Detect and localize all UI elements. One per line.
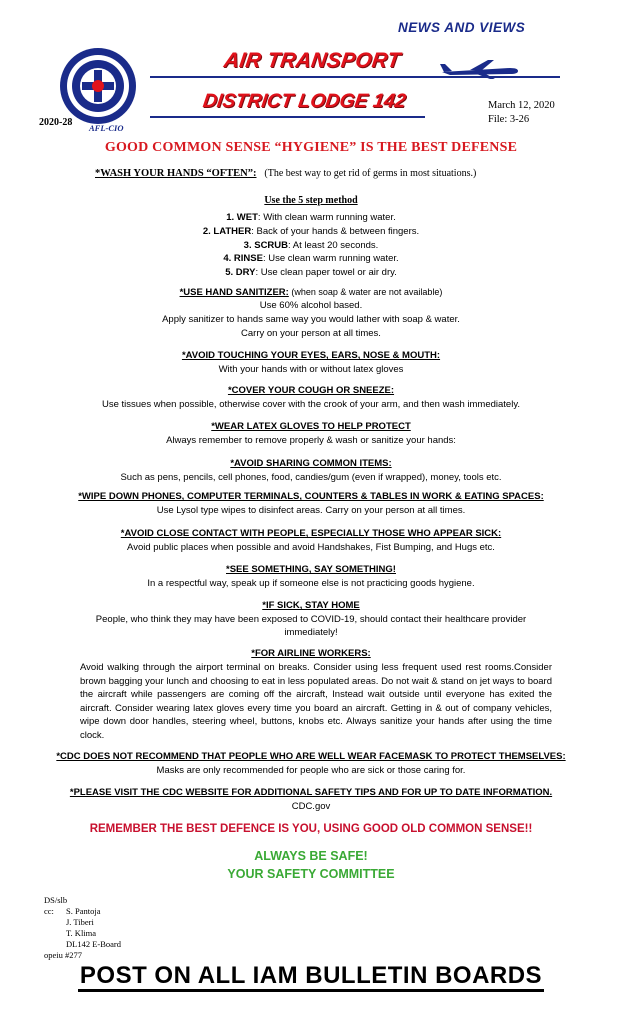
cdc-visit-heading: *PLEASE VISIT THE CDC WEBSITE FOR ADDITIONAL SAFETY TIPS AND FOR UP TO DATE INFORMATION. [69, 787, 553, 798]
section-heading-wipe: *WIPE DOWN PHONES, COMPUTER TERMINALS, COUNTERS & TABLES IN WORK & EATING SPACES: [78, 491, 544, 502]
cc-item: S. Pantoja [66, 906, 101, 916]
sanitizer-line: Apply sanitizer to hands same way you would lather with soap & water. [162, 314, 460, 325]
section-text: Use Lysol type wipes to disinfect areas. Carry on your person at all times. [156, 505, 466, 516]
always-be-safe: ALWAYS BE SAFE! [254, 849, 368, 863]
section-text: Always remember to remove properly & wash or sanitize your hands: [166, 435, 456, 446]
title-line-1: AIR TRANSPORT [222, 49, 402, 72]
section-text: Use tissues when possible, otherwise cover with the crook of your arm, and then wash immediately. [101, 399, 520, 410]
title-rule-2 [150, 116, 425, 118]
section-heading-see-say: *SEE SOMETHING, SAY SOMETHING! [226, 564, 396, 575]
section-text: With your hands with or without latex gloves [218, 364, 404, 375]
cc-item: J. Tiberi [66, 917, 94, 927]
cdc-site: CDC.gov [291, 801, 331, 812]
sanitizer-line: Carry on your person at all times. [241, 328, 381, 339]
cdc-line: Masks are only recommended for people who are sick or those caring for. [156, 765, 466, 776]
seal-label: AFL-CIO [89, 123, 124, 133]
wash-heading: *WASH YOUR HANDS “OFTEN”: [95, 168, 257, 179]
title-line-2: DISTRICT LODGE 142 [201, 90, 408, 112]
sanitizer-note: (when soap & water are not available) [288, 287, 443, 297]
airplane-icon [440, 58, 520, 80]
step-text: : Back of your hands & between fingers. [251, 226, 420, 237]
sanitizer-heading: *USE HAND SANITIZER: [179, 287, 289, 298]
safety-committee: YOUR SAFETY COMMITTEE [227, 867, 395, 881]
initials: DS/slb [44, 895, 68, 905]
news-and-views-label: NEWS AND VIEWS [398, 20, 526, 35]
step-text: : At least 20 seconds. [288, 240, 379, 251]
cdc-heading: *CDC DOES NOT RECOMMEND THAT PEOPLE WHO ARE WELL WEAR FACEMASK TO PROTECT THEMSELVES: [56, 751, 566, 762]
step-term: 5. DRY [225, 267, 256, 278]
sanitizer-heading-row [0, 286, 622, 299]
section-text: In a respectful way, speak up if someone else is not practicing goods hygiene. [147, 578, 475, 589]
step-1 [0, 212, 622, 224]
section-heading-sick: *IF SICK, STAY HOME [262, 600, 360, 611]
section-heading-airline: *FOR AIRLINE WORKERS: [251, 648, 371, 659]
cc-item: T. Klima [66, 928, 97, 938]
wash-hands-section [95, 168, 476, 179]
cc-label: cc: [44, 906, 54, 916]
step-5 [0, 267, 622, 279]
post-banner [0, 962, 622, 990]
step-text: : With clean warm running water. [257, 212, 396, 223]
file-number: File: 3-26 [488, 114, 530, 125]
section-heading-cough: *COVER YOUR COUGH OR SNEEZE: [227, 385, 395, 396]
step-term: 4. RINSE [223, 253, 263, 264]
cc-item: DL142 E-Board [66, 939, 122, 949]
wash-note: (The best way to get rid of germs in most situations.) [264, 168, 477, 179]
step-term: 3. SCRUB [243, 240, 289, 251]
section-heading-touching: *AVOID TOUCHING YOUR EYES, EARS, NOSE & MOUTH: [181, 350, 441, 361]
remember-line: REMEMBER THE BEST DEFENCE IS YOU, USING GOOD OLD COMMON SENSE!! [89, 823, 533, 835]
section-heading-sharing: *AVOID SHARING COMMON ITEMS: [230, 458, 392, 469]
union-code: opeiu #277 [44, 950, 83, 960]
post-banner-text: POST ON ALL IAM BULLETIN BOARDS [78, 962, 544, 992]
section-text: immediately! [284, 627, 338, 638]
sanitizer-line: Use 60% alcohol based. [259, 300, 363, 311]
airline-paragraph: Avoid walking through the airport terminal on breaks. Consider using less frequent used rest rooms.Consider brown bagging your lunch and choosing to eat in less populated areas. Do not wait & stand on jet ways to board the aircraft while passengers are coming off the aircraft, Instead wait outside until everyone has exited the aircraft. Consider wearing latex gloves every time you board an aircraft. Getting in & out of company vehicles, wipe down door handles, steering wheel, buttons, knobs etc. Always sanitize your hands after using the time clock. [80, 662, 552, 741]
section-heading-gloves: *WEAR LATEX GLOVES TO HELP PROTECT [211, 421, 411, 432]
step-3 [0, 240, 622, 252]
distribution-list [44, 895, 121, 961]
step-text: : Use clean paper towel or air dry. [255, 267, 397, 278]
step-term: 2. LATHER [202, 226, 252, 237]
section-text: Such as pens, pencils, cell phones, food, candies/gum (even if wrapped), money, tools etc. [120, 472, 502, 483]
section-text: Avoid public places when possible and avoid Handshakes, Fist Bumping, and Hugs etc. [127, 542, 495, 553]
step-4 [0, 253, 622, 265]
section-heading-contact: *AVOID CLOSE CONTACT WITH PEOPLE, ESPECIALLY THOSE WHO APPEAR SICK: [120, 528, 502, 539]
step-2 [0, 226, 622, 238]
step-term: 1. WET [226, 212, 258, 223]
document-number: 2020-28 [39, 117, 73, 128]
main-heading: GOOD COMMON SENSE “HYGIENE” IS THE BEST DEFENSE [104, 140, 518, 155]
step-text: : Use clean warm running water. [262, 253, 399, 264]
section-text: People, who think they may have been exposed to COVID-19, should contact their healthcare provider [95, 614, 527, 625]
union-seal-icon [56, 46, 140, 128]
method-heading: Use the 5 step method [264, 195, 358, 206]
document-date: March 12, 2020 [488, 100, 555, 111]
